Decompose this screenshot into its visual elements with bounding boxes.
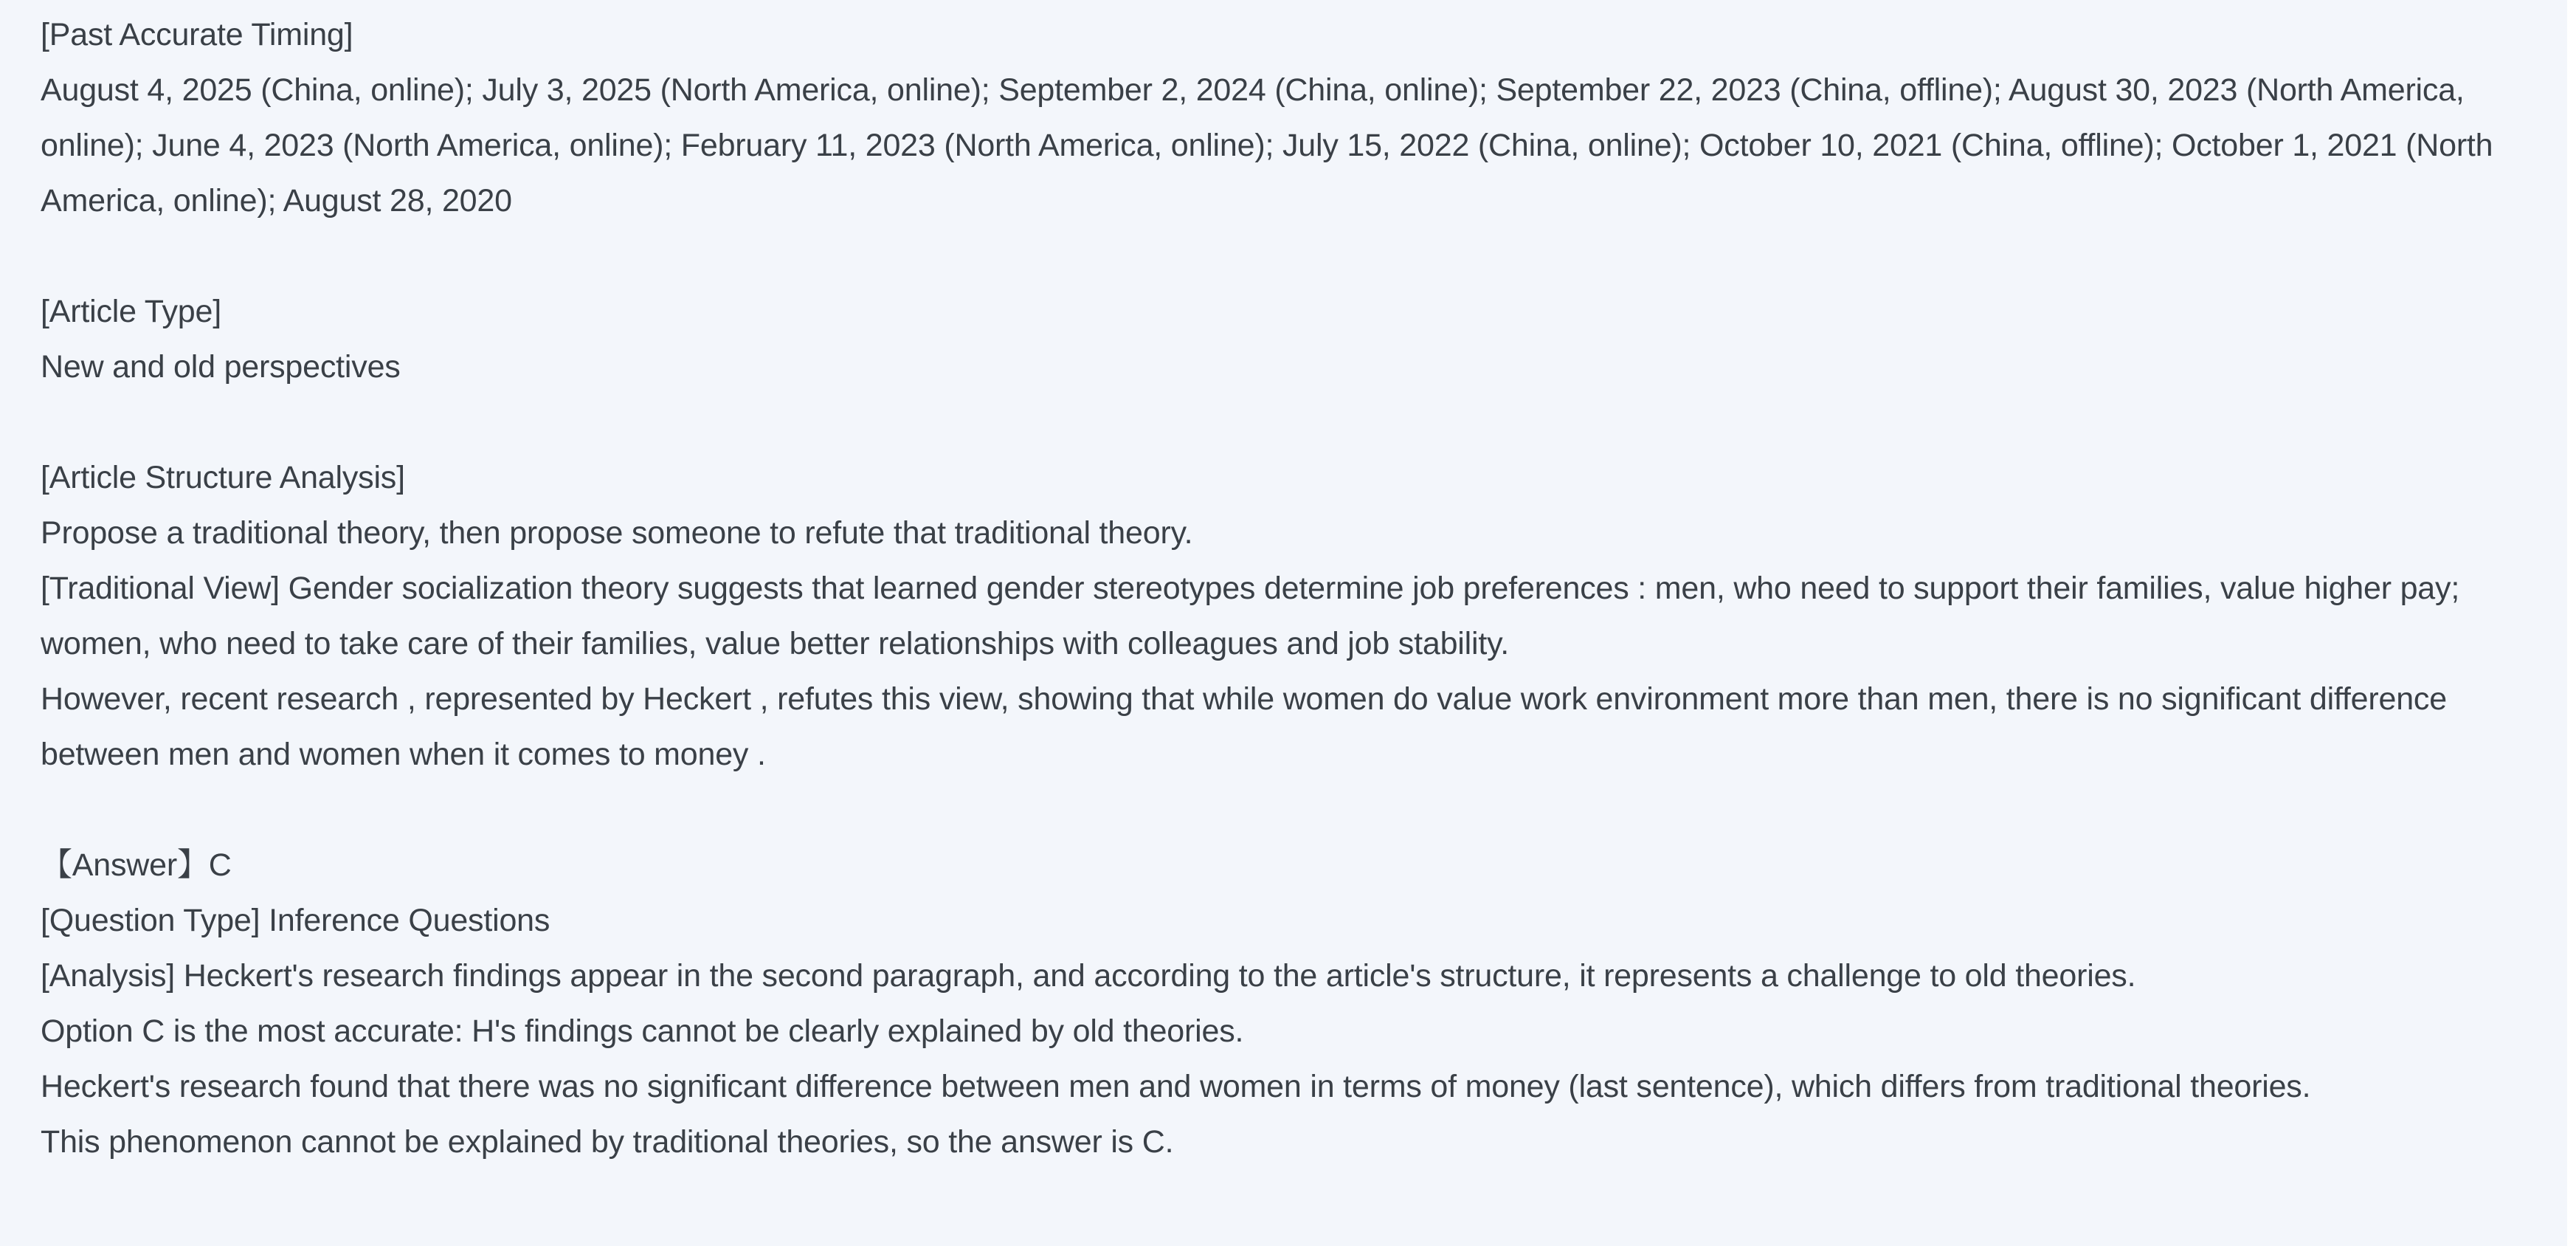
conclusion-text: This phenomenon cannot be explained by traditional theories, so the answer is C.	[41, 1124, 1174, 1160]
past-accurate-timing-dates: August 4, 2025 (China, online); July 3, 2025 (North America, online); September 2, 2024 (China, online); September 22, 2023 (China, offline); August 30, 2023 (North America, online); June 4, 2023 (North America, online); February 11, 2023 (North America, online); July 15, 2022 (China, online); October 10, 2021 (China, offline); October 1, 2021 (North America, online); August 28, 2020	[41, 72, 2493, 218]
option-c-text: Option C is the most accurate: H's findings cannot be clearly explained by old theories.	[41, 1013, 1244, 1049]
article-structure-heading: [Article Structure Analysis]	[41, 460, 405, 495]
heckert-findings-text: Heckert's research found that there was no significant difference between men and women in terms of money (last sentence), which differs from traditional theories.	[41, 1069, 2311, 1104]
section-past-accurate-timing	[41, 7, 2534, 229]
section-answer	[41, 838, 2534, 1170]
traditional-view-text: [Traditional View] Gender socialization theory suggests that learned gender stereotypes determine job preferences : men, who need to support their families, value higher pay; women, who need to take care of their families, value better relationships with colleagues and job stability.	[41, 571, 2460, 661]
analysis-text: [Analysis] Heckert's research findings appear in the second paragraph, and according to the article's structure, it represents a challenge to old theories.	[41, 958, 2136, 994]
question-type-text: [Question Type] Inference Questions	[41, 903, 550, 938]
past-accurate-timing-heading: [Past Accurate Timing]	[41, 17, 353, 52]
article-type-value: New and old perspectives	[41, 349, 401, 385]
article-type-heading: [Article Type]	[41, 294, 221, 329]
right-gutter	[2567, 0, 2576, 1246]
section-article-structure-analysis	[41, 450, 2534, 782]
refuting-research-text: However, recent research , represented by Heckert , refutes this view, showing that while women do value work environment more than men, there is no significant difference between men and women when it comes to money .	[41, 681, 2447, 772]
answer-heading: 【Answer】C	[41, 847, 232, 883]
structure-summary-text: Propose a traditional theory, then propose someone to refute that traditional theory.	[41, 515, 1193, 551]
section-article-type	[41, 284, 2534, 395]
